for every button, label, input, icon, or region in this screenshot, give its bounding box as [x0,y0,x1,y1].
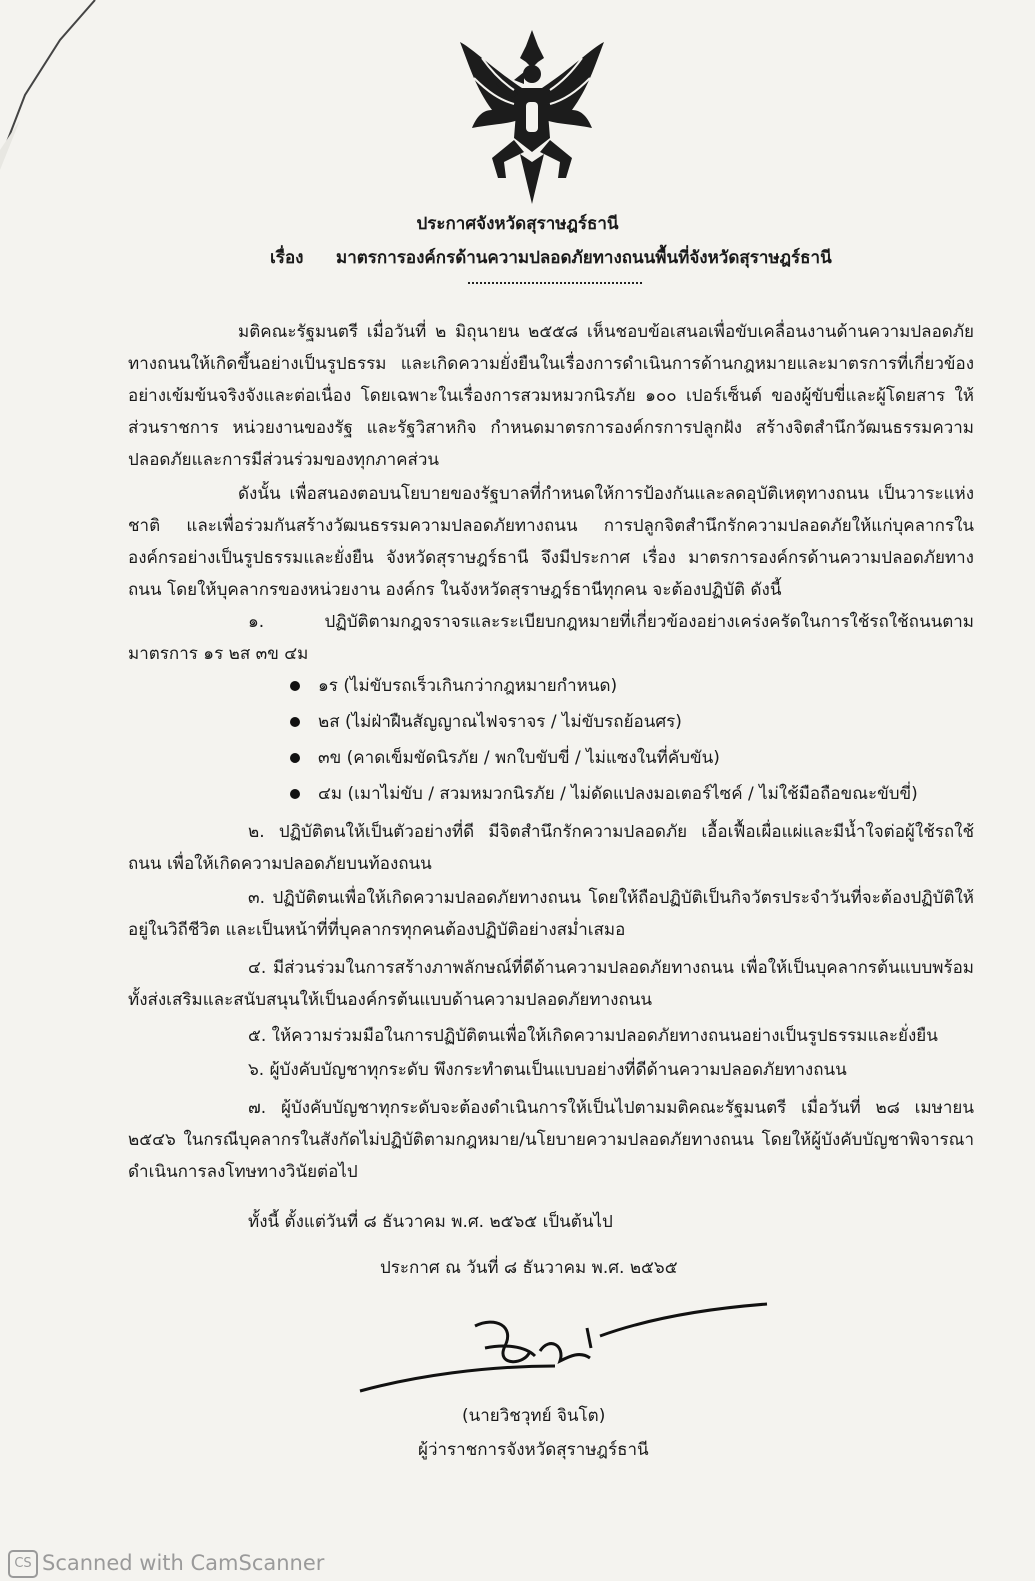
effective-date: ทั้งนี้ ตั้งแต่วันที่ ๘ ธันวาคม พ.ศ. ๒๕๖๕ เป็นต้นไป [248,1212,613,1232]
announcement-date: ประกาศ ณ วันที่ ๘ ธันวาคม พ.ศ. ๒๕๖๕ [380,1258,678,1278]
item-3: ๓. ปฏิบัติตนเพื่อให้เกิดความปลอดภัยทางถนน โดยให้ถือปฏิบัติเป็นกิจวัตรประจำวันที่จะต้องปฏิบัติให้อยู่ในวิถีชีวิต และเป็นหน้าที่ที่บุคลากรทุกคนต้องปฏิบัติอย่างสม่ำเสมอ [128,888,974,940]
subject-text: มาตรการองค์กรด้านความปลอดภัยทางถนนพื้นที่จังหวัดสุราษฎร์ธานี [336,248,832,268]
watermark-text: Scanned with CamScanner [42,1551,325,1575]
document-title: ประกาศจังหวัดสุราษฎร์ธานี [416,214,619,234]
paragraph-cabinet-resolution: มติคณะรัฐมนตรี เมื่อวันที่ ๒ มิถุนายน ๒๕๕๘ เห็นชอบข้อเสนอเพื่อขับเคลื่อนงานด้านความปลอดภัยทางถนนให้เกิดขึ้นอย่างเป็นรูปธรรม และเกิดความยั่งยืนในเรื่องการดำเนินการด้านกฎหมายและมาตรการที่เกี่ยวข้องอย่างเข้มข้นจริงจังและต่อเนื่อง โดยเฉพาะในเรื่องการสวมหมวกนิรภัย ๑๐๐ เปอร์เซ็นต์ ของผู้ขับขี่และผู้โดยสาร ให้ส่วนราชการ หน่วยงานของรัฐ และรัฐวิสาหกิจ กำหนดมาตรการองค์กรการปลูกฝัง สร้างจิตสำนึกวัฒนธรรมความปลอดภัยและการมีส่วนร่วมของทุกภาคส่วน [128,322,975,470]
bullet-list-measures [290,668,918,812]
title-divider [468,282,642,284]
item-7: ๗. ผู้บังคับบัญชาทุกระดับจะต้องดำเนินการให้เป็นไปตามมติคณะรัฐมนตรี เมื่อวันที่ ๒๘ เมษายน ๒๕๔๖ ในกรณีบุคลากรในสังกัดไม่ปฏิบัติตามกฎหมาย/นโยบายความปลอดภัยทางถนน โดยให้ผู้บังคับบัญชาพิจารณาดำเนินการลงโทษทางวินัยต่อไป [128,1098,974,1182]
signer-name: (นายวิชวุทย์ จินโต) [462,1406,606,1426]
bullet-item: ๓ข (คาดเข็มขัดนิรภัย / พกใบขับขี่ / ไม่แซงในที่คับขัน) [290,740,918,776]
item-1: ๑. ปฏิบัติตามกฎจราจรและระเบียบกฎหมายที่เกี่ยวข้องอย่างเคร่งครัดในการใช้รถใช้ถนนตามมาตรการ ๑ร ๒ส ๓ข ๔ม [128,612,974,664]
item-2: ๒. ปฏิบัติตนให้เป็นตัวอย่างที่ดี มีจิตสำนึกรักความปลอดภัย เอื้อเฟื้อเผื่อแผ่และมีน้ำใจต่อผู้ใช้รถใช้ถนน เพื่อให้เกิดความปลอดภัยบนท้องถนน [128,822,974,874]
item-5: ๕. ให้ความร่วมมือในการปฏิบัติตนเพื่อให้เกิดความปลอดภัยทางถนนอย่างเป็นรูปธรรมและยั่งยืน [248,1026,938,1046]
subject-label: เรื่อง [270,248,304,268]
bullet-dot-icon [290,753,300,763]
camscanner-logo-icon: CS [8,1550,38,1578]
bullet-dot-icon [290,717,300,727]
bullet-item: ๒ส (ไม่ฝ่าฝืนสัญญาณไฟจราจร / ไม่ขับรถย้อนศร) [290,704,918,740]
signer-title: ผู้ว่าราชการจังหวัดสุราษฎร์ธานี [418,1440,649,1460]
bullet-item: ๑ร (ไม่ขับรถเร็วเกินกว่ากฎหมายกำหนด) [290,668,918,704]
bullet-dot-icon [290,789,300,799]
item-6: ๖. ผู้บังคับบัญชาทุกระดับ พึงกระทำตนเป็นแบบอย่างที่ดีด้านความปลอดภัยทางถนน [248,1060,847,1080]
camscanner-watermark [8,1550,324,1578]
paper-crease [0,0,110,170]
bullet-item: ๔ม (เมาไม่ขับ / สวมหมวกนิรภัย / ไม่ดัดแปลงมอเตอร์ไซค์ / ไม่ใช้มือถือขณะขับขี่) [290,776,918,812]
governor-signature [355,1296,775,1406]
garuda-emblem-icon [452,28,612,208]
item-4: ๔. มีส่วนร่วมในการสร้างภาพลักษณ์ที่ดีด้านความปลอดภัยทางถนน เพื่อให้เป็นบุคลากรต้นแบบพร้อมทั้งส่งเสริมและสนับสนุนให้เป็นองค์กรต้นแบบด้านความปลอดภัยทางถนน [128,958,974,1010]
paragraph-policy: ดังนั้น เพื่อสนองตอบนโยบายของรัฐบาลที่กำหนดให้การป้องกันและลดอุบัติเหตุทางถนน เป็นวาระแห่งชาติ และเพื่อร่วมกันสร้างวัฒนธรรมความปลอดภัยทางถนน การปลูกจิตสำนึกรักความปลอดภัยให้แก่บุคลากรในองค์กรอย่างเป็นรูปธรรมและยั่งยืน จังหวัดสุราษฎร์ธานี จึงมีประกาศ เรื่อง มาตรการองค์กรด้านความปลอดภัยทางถนน โดยให้บุคลากรของหน่วยงาน องค์กร ในจังหวัดสุราษฎร์ธานีทุกคน จะต้องปฏิบัติ ดังนี้ [128,484,974,600]
bullet-dot-icon [290,681,300,691]
